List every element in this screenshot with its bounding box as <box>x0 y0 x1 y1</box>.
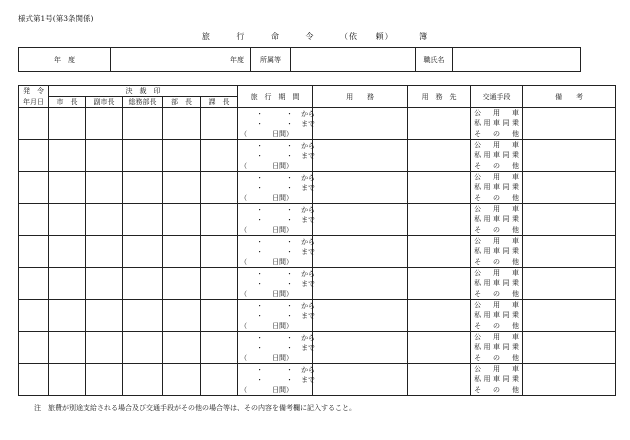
travel-period-cell[interactable] <box>238 140 316 172</box>
fiscal-year-label: 年 度 <box>19 48 111 72</box>
stamp-section-chief-cell[interactable] <box>201 172 238 204</box>
transport-cell[interactable] <box>471 332 523 364</box>
approver-section-chief-header: 課 長 <box>201 97 238 108</box>
transport-option-other[interactable]: そ の 他 <box>474 225 520 234</box>
period-days-label: 日間） <box>272 290 294 298</box>
period-to-label: まで <box>301 312 316 320</box>
period-from-label: から <box>301 142 316 150</box>
destination-cell[interactable] <box>408 300 471 332</box>
transport-option-official-car[interactable]: 公 用 車 <box>474 237 520 245</box>
stamp-mayor-cell[interactable] <box>49 300 86 332</box>
period-to-label: まで <box>301 344 316 352</box>
stamp-mayor-cell[interactable] <box>49 236 86 268</box>
stamp-director-cell[interactable] <box>163 332 201 364</box>
stamp-director-cell[interactable] <box>163 172 201 204</box>
purpose-header: 用 務 <box>313 86 408 108</box>
period-to-label: まで <box>301 376 316 384</box>
transport-option-other[interactable]: そ の 他 <box>474 161 520 170</box>
travel-period-cell[interactable] <box>238 268 316 300</box>
stamp-general-affairs-cell[interactable] <box>123 300 163 332</box>
stamp-general-affairs-cell[interactable] <box>123 364 163 396</box>
transport-option-private-car[interactable]: 私用車同乗 <box>474 311 520 320</box>
transport-option-other[interactable]: そ の 他 <box>474 353 520 362</box>
travel-period-cell[interactable] <box>238 204 316 236</box>
stamp-deputy-mayor-cell[interactable] <box>86 332 123 364</box>
stamp-general-affairs-cell[interactable] <box>123 236 163 268</box>
period-end-dots: ・ ・ <box>256 344 302 352</box>
destination-cell[interactable] <box>408 332 471 364</box>
destination-cell[interactable] <box>408 204 471 236</box>
stamp-deputy-mayor-cell[interactable] <box>86 140 123 172</box>
period-end-dots: ・ ・ <box>256 184 302 192</box>
page-title <box>0 31 630 42</box>
transport-cell[interactable] <box>471 204 523 236</box>
department-field[interactable] <box>291 48 416 72</box>
transport-option-official-car[interactable]: 公 用 車 <box>474 141 520 149</box>
transport-option-other[interactable]: そ の 他 <box>474 129 520 138</box>
remarks-cell[interactable] <box>523 140 616 172</box>
remarks-cell[interactable] <box>523 300 616 332</box>
issue-date-cell[interactable] <box>19 236 49 268</box>
period-to-label: まで <box>301 248 316 256</box>
info-table <box>18 47 581 72</box>
travel-order-table <box>18 85 616 396</box>
period-from-label: から <box>301 206 316 214</box>
period-end-dots: ・ ・ <box>256 120 302 128</box>
transport-option-private-car[interactable]: 私用車同乗 <box>474 215 520 224</box>
travel-period-cell[interactable] <box>238 364 316 396</box>
travel-period-cell[interactable] <box>238 236 316 268</box>
table-body <box>19 108 616 396</box>
period-end-dots: ・ ・ <box>256 216 302 224</box>
form-label: 様式第1号(第3条関係) <box>18 14 94 23</box>
purpose-cell[interactable] <box>313 108 408 140</box>
approver-general-affairs-header: 総務部長 <box>123 97 163 108</box>
period-to-label: まで <box>301 152 316 160</box>
transport-header: 交通手段 <box>471 86 523 108</box>
destination-cell[interactable] <box>408 268 471 300</box>
stamp-deputy-mayor-cell[interactable] <box>86 172 123 204</box>
transport-cell[interactable] <box>471 172 523 204</box>
period-from-label: から <box>301 270 316 278</box>
stamp-general-affairs-cell[interactable] <box>123 140 163 172</box>
table-row <box>19 364 616 396</box>
footnote: 注 旅費が別途支給される場合及び交通手段がその他の場合等は、その内容を備考欄に記入すること。 <box>34 404 356 412</box>
issue-date-cell[interactable] <box>19 332 49 364</box>
stamp-general-affairs-cell[interactable] <box>123 172 163 204</box>
period-to-label: まで <box>301 216 316 224</box>
transport-option-private-car[interactable]: 私用車同乗 <box>474 183 520 192</box>
issue-date-cell[interactable] <box>19 300 49 332</box>
period-to-label: まで <box>301 184 316 192</box>
transport-option-private-car[interactable]: 私用車同乗 <box>474 375 520 384</box>
stamp-director-cell[interactable] <box>163 140 201 172</box>
transport-option-official-car[interactable]: 公 用 車 <box>474 365 520 373</box>
remarks-cell[interactable] <box>523 364 616 396</box>
stamp-general-affairs-cell[interactable] <box>123 204 163 236</box>
stamp-director-cell[interactable] <box>163 268 201 300</box>
period-days-label: 日間） <box>272 194 294 202</box>
stamp-director-cell[interactable] <box>163 300 201 332</box>
fiscal-year-field[interactable] <box>111 48 251 72</box>
period-start-dots: ・ ・ <box>256 174 302 182</box>
period-days-label: 日間） <box>272 354 294 362</box>
stamp-mayor-cell[interactable] <box>49 140 86 172</box>
issue-date-cell[interactable] <box>19 140 49 172</box>
stamp-section-chief-cell[interactable] <box>201 108 238 140</box>
transport-option-private-car[interactable]: 私用車同乗 <box>474 279 520 288</box>
period-start-dots: ・ ・ <box>256 238 302 246</box>
stamp-section-chief-cell[interactable] <box>201 204 238 236</box>
purpose-cell[interactable] <box>313 268 408 300</box>
transport-cell[interactable] <box>471 364 523 396</box>
transport-option-other[interactable]: そ の 他 <box>474 193 520 202</box>
transport-option-official-car[interactable]: 公 用 車 <box>474 301 520 309</box>
destination-cell[interactable] <box>408 236 471 268</box>
destination-header: 用 務 先 <box>408 86 471 108</box>
stamp-section-chief-cell[interactable] <box>201 364 238 396</box>
period-from-label: から <box>301 174 316 182</box>
travel-period-cell[interactable] <box>238 332 316 364</box>
period-to-label: まで <box>301 280 316 288</box>
title-char: 頼） <box>375 32 394 41</box>
stamp-section-chief-cell[interactable] <box>201 236 238 268</box>
transport-option-private-car[interactable]: 私用車同乗 <box>474 247 520 256</box>
transport-option-private-car[interactable]: 私用車同乗 <box>474 343 520 352</box>
title-char: 旅 <box>201 32 211 41</box>
remarks-cell[interactable] <box>523 236 616 268</box>
table-row <box>19 236 616 268</box>
period-start-dots: ・ ・ <box>256 110 302 118</box>
period-days-label: 日間） <box>272 258 294 266</box>
approver-deputy-mayor-header: 副市長 <box>86 97 123 108</box>
stamp-director-cell[interactable] <box>163 236 201 268</box>
title-char: （依 <box>340 32 359 41</box>
issue-date-cell[interactable] <box>19 364 49 396</box>
period-days-label: 日間） <box>272 162 294 170</box>
stamp-mayor-cell[interactable] <box>49 268 86 300</box>
title-char: 令 <box>305 32 315 41</box>
table-row <box>19 172 616 204</box>
destination-cell[interactable] <box>408 172 471 204</box>
table-row <box>19 204 616 236</box>
stamp-section-chief-cell[interactable] <box>201 332 238 364</box>
transport-option-other[interactable]: そ の 他 <box>474 385 520 394</box>
period-from-label: から <box>301 238 316 246</box>
period-end-dots: ・ ・ <box>256 152 302 160</box>
period-days-label: 日間） <box>272 130 294 138</box>
destination-cell[interactable] <box>408 140 471 172</box>
period-open-paren: （ <box>240 194 248 202</box>
period-open-paren: （ <box>240 226 248 234</box>
approver-director-header: 部 長 <box>163 97 201 108</box>
destination-cell[interactable] <box>408 108 471 140</box>
transport-option-other[interactable]: そ の 他 <box>474 257 520 266</box>
table-row <box>19 300 616 332</box>
period-days-label: 日間） <box>272 386 294 394</box>
remarks-cell[interactable] <box>523 172 616 204</box>
transport-cell[interactable] <box>471 268 523 300</box>
period-to-label: まで <box>301 120 316 128</box>
period-days-label: 日間） <box>272 322 294 330</box>
purpose-cell[interactable] <box>313 332 408 364</box>
stamp-director-cell[interactable] <box>163 204 201 236</box>
period-from-label: から <box>301 366 316 374</box>
transport-option-official-car[interactable]: 公 用 車 <box>474 269 520 277</box>
table-row <box>19 108 616 140</box>
stamp-mayor-cell[interactable] <box>49 108 86 140</box>
remarks-cell[interactable] <box>523 108 616 140</box>
period-open-paren: （ <box>240 258 248 266</box>
period-open-paren: （ <box>240 290 248 298</box>
period-start-dots: ・ ・ <box>256 206 302 214</box>
name-label: 職氏名 <box>416 48 453 72</box>
stamp-section-chief-cell[interactable] <box>201 268 238 300</box>
period-start-dots: ・ ・ <box>256 270 302 278</box>
transport-cell[interactable] <box>471 236 523 268</box>
department-label: 所属等 <box>251 48 291 72</box>
travel-period-cell[interactable] <box>238 108 316 140</box>
transport-option-private-car[interactable]: 私用車同乗 <box>474 119 520 128</box>
title-char: 命 <box>270 32 280 41</box>
period-header: 旅 行 期 間 <box>238 86 313 108</box>
issue-date-cell[interactable] <box>19 268 49 300</box>
travel-period-cell[interactable] <box>238 172 316 204</box>
purpose-cell[interactable] <box>313 300 408 332</box>
name-field[interactable] <box>453 48 581 72</box>
period-open-paren: （ <box>240 386 248 394</box>
stamp-mayor-cell[interactable] <box>49 204 86 236</box>
destination-cell[interactable] <box>408 364 471 396</box>
period-end-dots: ・ ・ <box>256 312 302 320</box>
approver-mayor-header: 市 長 <box>49 97 86 108</box>
table-row <box>19 268 616 300</box>
stamp-director-cell[interactable] <box>163 364 201 396</box>
transport-option-official-car[interactable]: 公 用 車 <box>474 109 520 117</box>
period-start-dots: ・ ・ <box>256 334 302 342</box>
period-open-paren: （ <box>240 162 248 170</box>
issue-date-cell[interactable] <box>19 108 49 140</box>
transport-option-official-car[interactable]: 公 用 車 <box>474 333 520 341</box>
title-char: 行 <box>236 32 246 41</box>
period-start-dots: ・ ・ <box>256 142 302 150</box>
issue-date-header-top: 発 令 <box>19 86 49 97</box>
stamp-general-affairs-cell[interactable] <box>123 268 163 300</box>
stamp-deputy-mayor-cell[interactable] <box>86 108 123 140</box>
issue-date-cell[interactable] <box>19 172 49 204</box>
period-end-dots: ・ ・ <box>256 248 302 256</box>
remarks-cell[interactable] <box>523 332 616 364</box>
period-from-label: から <box>301 110 316 118</box>
transport-cell[interactable] <box>471 108 523 140</box>
purpose-cell[interactable] <box>313 364 408 396</box>
purpose-cell[interactable] <box>313 204 408 236</box>
travel-period-cell[interactable] <box>238 300 316 332</box>
period-open-paren: （ <box>240 322 248 330</box>
period-days-label: 日間） <box>272 226 294 234</box>
period-open-paren: （ <box>240 130 248 138</box>
stamp-section-chief-cell[interactable] <box>201 300 238 332</box>
issue-date-header-bottom: 年月日 <box>19 97 49 108</box>
period-start-dots: ・ ・ <box>256 302 302 310</box>
transport-option-private-car[interactable]: 私用車同乗 <box>474 151 520 160</box>
approval-header: 決 裁 印 <box>49 86 238 97</box>
fiscal-year-suffix: 年度 <box>230 55 244 64</box>
period-from-label: から <box>301 334 316 342</box>
period-from-label: から <box>301 302 316 310</box>
period-start-dots: ・ ・ <box>256 366 302 374</box>
period-end-dots: ・ ・ <box>256 280 302 288</box>
transport-cell[interactable] <box>471 140 523 172</box>
title-char: 簿 <box>419 32 429 41</box>
purpose-cell[interactable] <box>313 172 408 204</box>
transport-option-other[interactable]: そ の 他 <box>474 289 520 298</box>
table-row <box>19 140 616 172</box>
stamp-deputy-mayor-cell[interactable] <box>86 204 123 236</box>
transport-option-official-car[interactable]: 公 用 車 <box>474 173 520 181</box>
stamp-deputy-mayor-cell[interactable] <box>86 268 123 300</box>
stamp-director-cell[interactable] <box>163 108 201 140</box>
transport-option-other[interactable]: そ の 他 <box>474 321 520 330</box>
remarks-cell[interactable] <box>523 268 616 300</box>
stamp-deputy-mayor-cell[interactable] <box>86 236 123 268</box>
purpose-cell[interactable] <box>313 140 408 172</box>
period-end-dots: ・ ・ <box>256 376 302 384</box>
table-row <box>19 332 616 364</box>
stamp-general-affairs-cell[interactable] <box>123 108 163 140</box>
purpose-cell[interactable] <box>313 236 408 268</box>
stamp-general-affairs-cell[interactable] <box>123 332 163 364</box>
transport-cell[interactable] <box>471 300 523 332</box>
stamp-deputy-mayor-cell[interactable] <box>86 364 123 396</box>
remarks-header: 備 考 <box>523 86 616 108</box>
stamp-section-chief-cell[interactable] <box>201 140 238 172</box>
stamp-mayor-cell[interactable] <box>49 364 86 396</box>
stamp-deputy-mayor-cell[interactable] <box>86 300 123 332</box>
stamp-mayor-cell[interactable] <box>49 172 86 204</box>
remarks-cell[interactable] <box>523 204 616 236</box>
transport-option-official-car[interactable]: 公 用 車 <box>474 205 520 213</box>
stamp-mayor-cell[interactable] <box>49 332 86 364</box>
issue-date-cell[interactable] <box>19 204 49 236</box>
period-open-paren: （ <box>240 354 248 362</box>
